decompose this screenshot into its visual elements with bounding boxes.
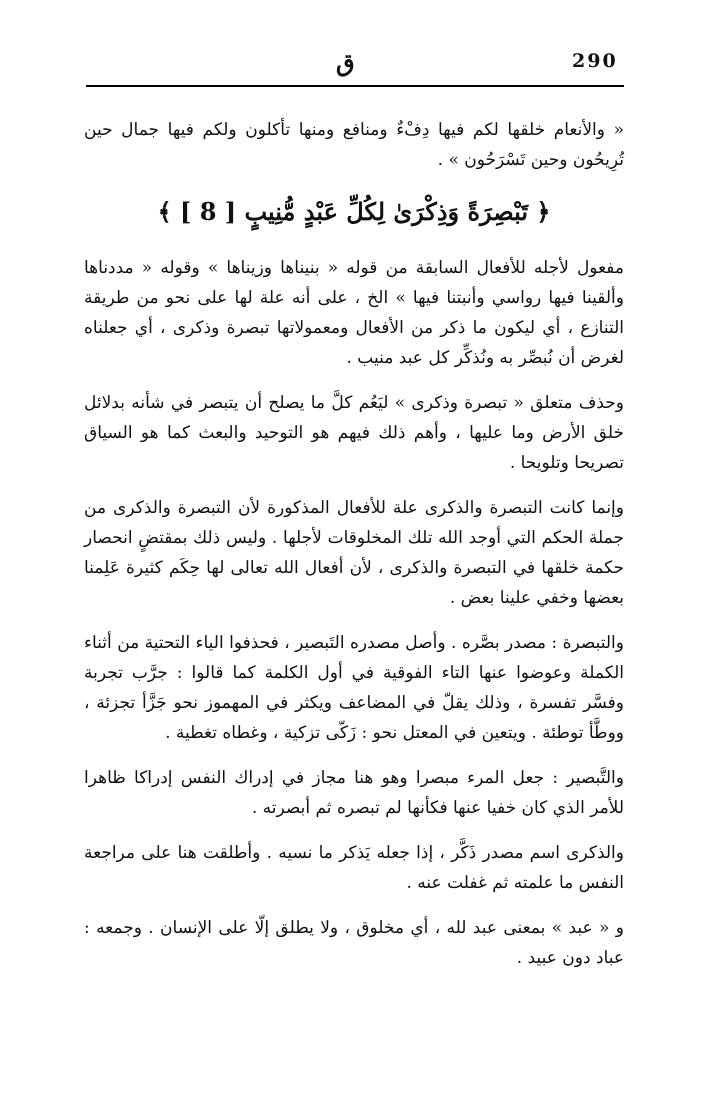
header-rule	[86, 85, 624, 87]
text-column	[84, 115, 624, 988]
page-number: 290	[572, 50, 618, 72]
paragraph: وحذف متعلق « تبصرة وذكرى » ليَعُم كلَّ ما يصلح أن يتبصر في شأنه بدلائل خلق الأرض وما عليها ، وأهم ذلك فيهم هو التوحيد والبعث كما هو السياق تصريحا وتلويحا .	[84, 393, 624, 473]
paragraph: و « عبد » بمعنى عبد لله ، أي مخلوق ، ولا يطلق إلّا على الإنسان . وجمعه : عباد دون عبيد .	[84, 918, 624, 968]
paragraph: والتَّبصير : جعل المرء مبصرا وهو هنا مجاز في إدراك النفس إدراكا ظاهرا للأمر الذي كان خفيا عنها فكأنها لم تبصره ثم أبصرته .	[84, 768, 624, 818]
paragraph: مفعول لأجله للأفعال السابقة من قوله « بنيناها وزيناها » وقوله « مددناها وألقينا فيها رواسي وأنبتنا فيها » الخ ، على أنه علة لها على نحو من طريقة التنازع ، أي ليكون ما ذكر من الأفعال ومعمولاتها تبصرة وذكرى ، أي جعلناه لغرض أن نُبصِّر به ونُذكِّر كل عبد منيب .	[84, 258, 624, 368]
quran-verse: ﴿ تَبْصِرَةً وَذِكْرَىٰ لِكُلِّ عَبْدٍ مُّنِيبٍ [ 8 ] ﴾	[157, 197, 551, 226]
running-head: ق	[336, 48, 355, 77]
paragraph: وإنما كانت التبصرة والذكرى علة للأفعال المذكورة لأن التبصرة والذكرى من جملة الحكم التي أوجد الله تلك المخلوقات لأجلها . وليس ذلك بمقتضٍ انحصار حكمة خلقها في التبصرة والذكرى ، لأن أفعال الله تعالى لها حِكَم كثيرة عَلِمنا بعضها وخفي علينا بعض .	[84, 498, 624, 608]
paragraph: والذكرى اسم مصدر ذَكَّر ، إذا جعله يَذكر ما نسيه . وأطلقت هنا على مراجعة النفس ما علمته ثم غفلت عنه .	[84, 843, 624, 893]
paragraph: والتبصرة : مصدر بصَّره . وأصل مصدره التَبصير ، فحذفوا الياء التحتية من أثناء الكملة وعوضوا عنها التاء الفوقية في أول الكلمة كما قالوا : جرَّب تجربة وفسَّر تفسرة ، وذلك يقلّ في المضاعف ويكثر في المهموز نحو جَزَّأ تجزئة ، ووطَّأ توطئة . ويتعين في المعتل نحو : زَكّى تزكية ، وغطاه تغطية .	[84, 633, 624, 743]
paragraph: « والأنعام خلقها لكم فيها دِفْءٌ ومنافع ومنها تأكلون ولكم فيها جمال حين تُرِيحُون وحين تَسْرَحُون » .	[84, 120, 624, 170]
